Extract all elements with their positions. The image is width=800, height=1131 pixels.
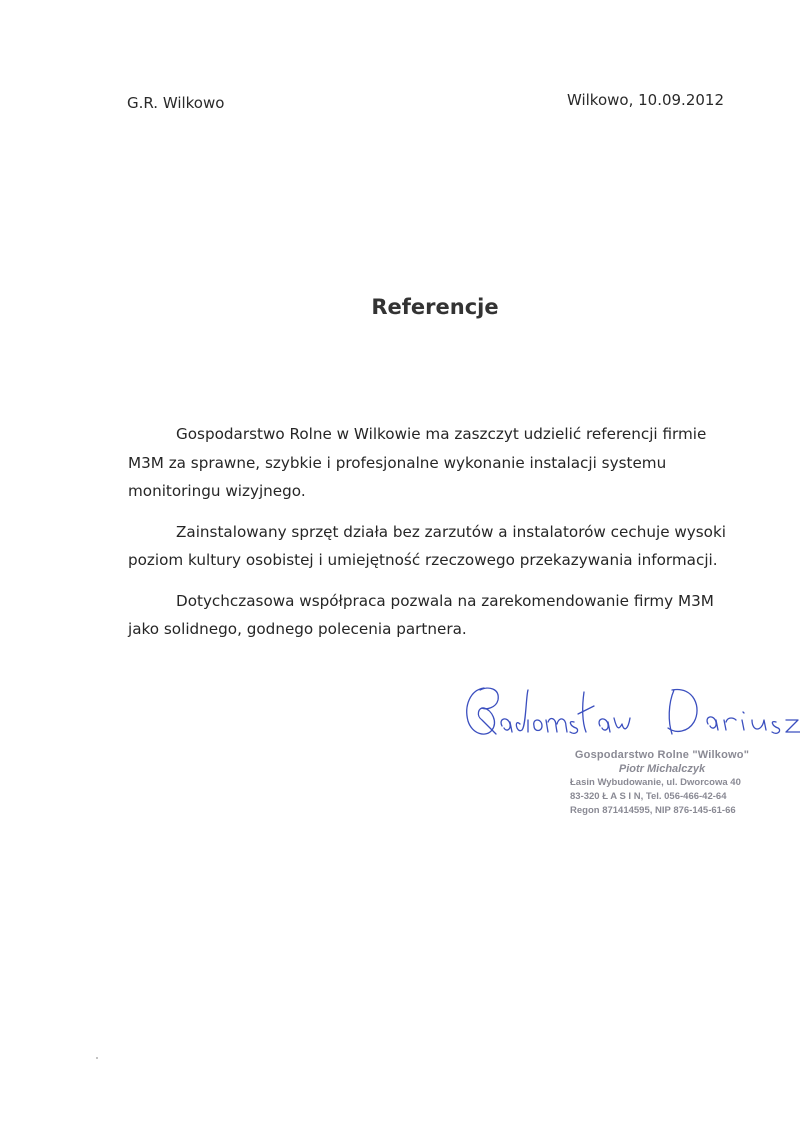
handwritten-signature xyxy=(462,676,800,756)
company-stamp xyxy=(562,748,762,818)
stamp-regon-nip: Regon 871414595, NIP 876-145-61-66 xyxy=(570,805,736,816)
stamp-postal-phone: 83-320 Ł A S I N, Tel. 056-466-42-64 xyxy=(570,791,727,802)
paragraph-3: Dotychczasowa współpraca pozwala na zarekomendowanie firmy M3M jako solidnego, godnego polecenia partnera. xyxy=(128,591,714,638)
letter-title: Referencje xyxy=(371,295,499,319)
stamp-address: Łasin Wybudowanie, ul. Dworcowa 40 xyxy=(570,777,741,788)
paragraph-1: Gospodarstwo Rolne w Wilkowie ma zaszczyt udzielić referencji firmie M3M za sprawne, szybkie i profesjonalne wykonanie instalacji systemu monitoringu wizyjnego. xyxy=(128,425,707,500)
paragraph-2: Zainstalowany sprzęt działa bez zarzutów a instalatorów cechuje wysoki poziom kultury osobistej i umiejętność rzeczowego przekazywania informacji. xyxy=(128,522,726,569)
stamp-company-name: Gospodarstwo Rolne "Wilkowo" xyxy=(574,749,750,761)
stamp-owner-name: Piotr Michalczyk xyxy=(618,763,706,775)
place-and-date: Wilkowo, 10.09.2012 xyxy=(566,91,724,109)
paper-speck xyxy=(96,1057,98,1059)
letter-body xyxy=(128,420,738,656)
sender-name: G.R. Wilkowo xyxy=(127,94,225,112)
